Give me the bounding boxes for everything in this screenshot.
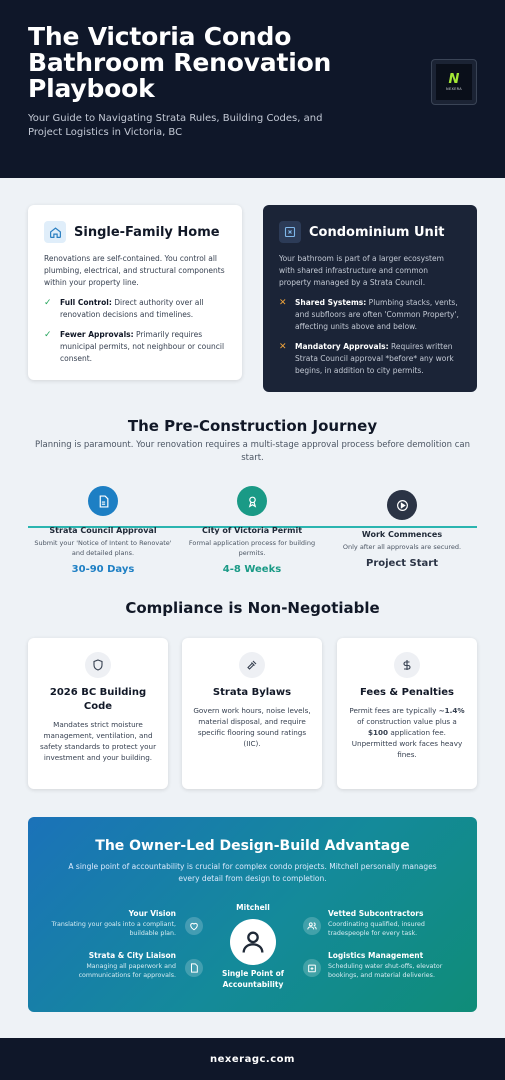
- single-family-feature: [44, 329, 226, 365]
- single-family-card: [28, 205, 242, 380]
- check-icon: ✓: [44, 298, 52, 308]
- document-icon: [88, 486, 118, 516]
- fee-percent: ~1.4%: [438, 706, 465, 715]
- step-description: Only after all approvals are secured.: [342, 543, 462, 551]
- timeline-step: [28, 486, 178, 575]
- advantage-item: [42, 951, 176, 980]
- advantage-item-title: Strata & City Liaison: [88, 951, 176, 960]
- center-name: Mitchell: [236, 903, 270, 912]
- advantage-subtitle: A single point of accountability is crucial for complex condo projects. Mitchell personally manages every detail from design to completion.: [68, 862, 437, 883]
- condo-feature: [279, 341, 461, 377]
- timeline-step: [177, 486, 327, 575]
- dollar-icon: [394, 652, 420, 678]
- journey-subtitle: Planning is paramount. Your renovation requires a multi-stage approval process before demolition can start.: [35, 440, 470, 463]
- advantage-item-title: Vetted Subcontractors: [328, 909, 424, 918]
- x-icon: ✕: [279, 342, 287, 352]
- file-icon: [185, 959, 203, 977]
- shield-icon: [85, 652, 111, 678]
- footer-link[interactable]: nexeragc.com: [210, 1053, 295, 1065]
- compliance-card-title: 2026 BC Building Code: [49, 687, 147, 712]
- compliance-card-description: Mandates strict moisture management, ventilation, and safety standards to protect your investment and your building.: [39, 720, 157, 762]
- step-duration: 30-90 Days: [71, 564, 135, 575]
- compliance-card: [182, 638, 322, 789]
- heart-icon: [185, 917, 203, 935]
- condo-title: Condominium Unit: [309, 224, 445, 240]
- compliance-title: Compliance is Non-Negotiable: [125, 599, 380, 617]
- advantage-item-desc: Translating your goals into a compliant, buildable plan.: [51, 921, 176, 937]
- single-family-description: Renovations are self-contained. You control all plumbing, electrical, and structural components within your property line.: [44, 254, 225, 287]
- journey-title: The Pre-Construction Journey: [127, 417, 378, 435]
- logo-text: NEXERA: [446, 87, 462, 91]
- building-icon: [279, 221, 301, 243]
- step-title: Strata Council Approval: [49, 526, 157, 535]
- home-icon: [44, 221, 66, 243]
- advantage-title: The Owner-Led Design-Build Advantage: [95, 838, 410, 854]
- play-icon: [387, 490, 417, 520]
- certificate-icon: [237, 486, 267, 516]
- person-icon: [230, 919, 276, 965]
- compliance-card-title: Fees & Penalties: [360, 687, 454, 698]
- step-duration: Project Start: [366, 558, 438, 569]
- timeline-step: [327, 490, 477, 569]
- feature-text: Direct authority over all renovation decisions and timelines.: [60, 298, 204, 319]
- feature-label: Mandatory Approvals:: [295, 342, 389, 351]
- feature-label: Shared Systems:: [295, 298, 367, 307]
- compliance-card-description: Permit fees are typically ~1.4% of construction value plus a $100 application fee. Unpermitted work faces heavy fines.: [349, 706, 465, 759]
- step-description: Submit your 'Notice of Intent to Renovate' and detailed plans.: [34, 539, 172, 557]
- check-icon: ✓: [44, 330, 52, 340]
- footer: [0, 1038, 505, 1080]
- condo-feature: [279, 297, 461, 333]
- logo-mark: N: [448, 72, 460, 87]
- header: [0, 0, 505, 178]
- advantage-item: [328, 909, 468, 938]
- feature-label: Full Control:: [60, 298, 112, 307]
- advantage-item-desc: Coordinating qualified, insured tradespeople for every task.: [328, 921, 425, 937]
- compliance-card-description: Govern work hours, noise levels, material disposal, and require specific flooring sound ratings (IIC).: [193, 706, 311, 748]
- condo-card: [263, 205, 477, 392]
- advantage-item-desc: Managing all paperwork and communications for approvals.: [78, 963, 176, 979]
- single-family-title: Single-Family Home: [74, 224, 220, 240]
- step-title: City of Victoria Permit: [201, 526, 303, 535]
- advantage-item-title: Your Vision: [128, 909, 176, 918]
- feature-text: Plumbing stacks, vents, and subfloors are often 'Common Property', affecting units above and below.: [295, 298, 459, 331]
- feature-text: Requires written Strata Council approval *before* any work begins, in addition to city permits.: [295, 342, 454, 375]
- fee-amount: $100: [368, 728, 389, 737]
- step-title: Work Commences: [361, 530, 443, 539]
- compliance-card-title: Strata Bylaws: [212, 687, 292, 698]
- condo-description: Your bathroom is part of a larger ecosystem with shared infrastructure and common property managed by a Strata Council.: [279, 254, 444, 287]
- calendar-icon: [303, 959, 321, 977]
- feature-label: Fewer Approvals:: [60, 330, 134, 339]
- compliance-card: [337, 638, 477, 789]
- single-family-feature: [44, 297, 226, 321]
- advantage-panel: [28, 817, 477, 1012]
- gavel-icon: [239, 652, 265, 678]
- center-label: Single Point of Accountability: [221, 969, 285, 989]
- page-subtitle: Your Guide to Navigating Strata Rules, Building Codes, and Project Logistics in Victoria, BC: [28, 113, 323, 138]
- compliance-card: [28, 638, 168, 789]
- step-duration: 4-8 Weeks: [222, 564, 282, 575]
- logo: [431, 59, 477, 105]
- users-icon: [303, 917, 321, 935]
- page-title: The Victoria Condo Bathroom Renovation Playbook: [28, 22, 332, 103]
- step-description: Formal application process for building permits.: [188, 539, 316, 557]
- feature-text: Primarily requires municipal permits, not neighbour or council consent.: [60, 330, 225, 363]
- advantage-item: [42, 909, 176, 938]
- advantage-item-title: Logistics Management: [328, 951, 424, 960]
- advantage-item-desc: Scheduling water shut-offs, elevator bookings, and material deliveries.: [328, 963, 443, 979]
- x-icon: ✕: [279, 298, 287, 308]
- advantage-item: [328, 951, 468, 980]
